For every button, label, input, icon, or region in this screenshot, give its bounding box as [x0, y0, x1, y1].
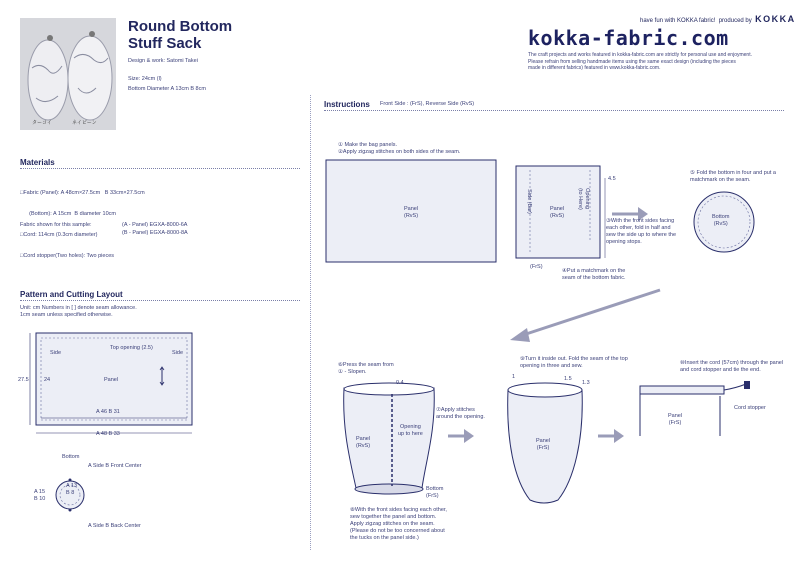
brand-company: KOKKA	[755, 14, 796, 24]
bottom-diameter-line: Bottom Diameter A 13cm B 8cm	[128, 86, 206, 92]
top-opening-label: Top opening (2.5)	[110, 345, 153, 351]
circle-outer-label: A 15 B 10	[34, 489, 46, 502]
dim-1-5: 1.5	[564, 376, 572, 382]
pattern-note-1: Unit: cm Numbers in [ ] denote seam allowance.	[20, 305, 137, 311]
pattern-panel-label: Panel	[104, 377, 119, 383]
width-inner-label: A 46 B 31	[96, 409, 120, 415]
circle-inner-label: A 13 B 8	[66, 483, 78, 496]
materials-line: (Bottom): A 15cm B diameter 10cm	[20, 211, 116, 217]
dim-0-4: 0.4	[396, 380, 404, 386]
step-10: ⑩Insert the cord (57cm) through the panel and cord stopper and tie the end.	[680, 360, 784, 373]
side-left-label: Side	[50, 350, 62, 356]
title-line-2: Stuff Sack	[128, 35, 202, 52]
materials-line: □Cord stopper(Two holes): Two pieces	[20, 253, 115, 259]
photo-label-a: ターコイ	[32, 120, 52, 126]
title-line-1: Round Bottom	[128, 18, 233, 35]
step-2: ②Apply zigzag stitches on both sides of the seam.	[338, 149, 461, 155]
sample-b: (B - Panel) EGXA-8000-8A	[122, 230, 188, 236]
front-reverse-legend: Front Side : (FrS), Reverse Side (RvS)	[380, 101, 475, 107]
disclaimer-line-3: made in different fabrics) featured in www.kokka-fabric.com.	[528, 65, 661, 72]
step1-panel-label: Panel (RvS)	[404, 206, 419, 219]
instructions-rule	[324, 110, 784, 111]
dim-1-3: 1.3	[582, 380, 590, 386]
step10-panel-label: Panel (FrS)	[668, 413, 683, 426]
sample-a: (A - Panel) EGXA-8000-6A	[122, 222, 188, 228]
brand-tagline: have fun with KOKKA fabric!	[640, 18, 716, 24]
step-8: ⑧With the front sides facing each other, sew together the panel and bottom. Apply zigzag stitches on the seam. (Please do not be too concerned about the tucks on the panel side.)	[350, 507, 447, 541]
front-center-label: A Side B Front Center	[88, 463, 142, 469]
frs-label: (FrS)	[530, 264, 543, 270]
side-right-label: Side	[172, 350, 184, 356]
step-1: ① Make the bag panels.	[338, 142, 398, 148]
brand-produced-by: produced by	[718, 18, 752, 24]
disclaimer-line-2: Please refrain from selling handmade items using the same exact design (including the pieces	[528, 58, 736, 65]
bottom-frs-label: Bottom (FrS)	[426, 486, 444, 499]
pattern-note-2: 1cm seam unless specified otherwise.	[20, 312, 113, 318]
height-outer-label: 27.5	[18, 377, 29, 383]
height-inner-label: 24	[44, 377, 51, 383]
size-line: Size: 24cm (l)	[128, 76, 162, 82]
bottom-rvs-label: Bottom (RvS)	[712, 214, 730, 227]
step-5: ⑤ Fold the bottom in four and put a matchmark on the seam.	[690, 170, 776, 183]
step-9: ⑨Turn it inside out. Fold the seam of the top opening in three and sew.	[520, 356, 628, 369]
width-outer-label: A 48 B 33	[96, 431, 120, 437]
step3-panel-label: Panel (RvS)	[550, 206, 565, 219]
materials-line: □Cord: 114cm (0.3cm diameter)	[20, 232, 98, 238]
pattern-heading: Pattern and Cutting Layout	[20, 290, 123, 299]
step-6: ⑥Press the seam from ① - Slopen.	[338, 362, 394, 375]
site-logo: kokka-fabric.com	[528, 26, 729, 50]
disclaimer-line-1: The craft projects and works featured in kokka-fabric.com are strictly for personal use and enjoyment.	[528, 52, 752, 58]
step-4: ④Put a matchmark on the seam of the bottom fabric.	[562, 268, 626, 281]
opening-gap-label: Opening (to Here)	[576, 188, 590, 210]
cord-stopper-label: Cord stopper	[734, 405, 766, 411]
materials-heading: Materials	[20, 158, 55, 167]
dim-1: 1	[512, 374, 516, 380]
step-7: ⑦Apply stitches around the opening.	[436, 407, 485, 420]
side-bar-label: Side (Bar)	[525, 189, 532, 214]
bottom-label: Bottom	[62, 454, 80, 460]
sample-label: Fabric shown for this sample:	[20, 222, 92, 228]
instructions-heading: Instructions	[324, 100, 370, 109]
dim-4-5: 4.5	[608, 176, 616, 182]
step6-panel-label: Panel (RvS)	[356, 436, 371, 449]
back-center-label: A Side B Back Center	[88, 523, 141, 529]
step9-panel-label: Panel (FrS)	[536, 438, 551, 451]
opening-here-label: Opening up to here	[398, 424, 423, 437]
step-3: ③With the front sides facing each other, fold in half and sew the side up to where the opening stops.	[606, 218, 677, 245]
photo-label-b: ネイビーン	[72, 120, 97, 126]
design-credit: Design & work: Satomi Takei	[128, 58, 198, 64]
materials-line: □Fabric (Panel): A 48cm×27.5cm B 33cm×27.5cm	[20, 190, 145, 196]
